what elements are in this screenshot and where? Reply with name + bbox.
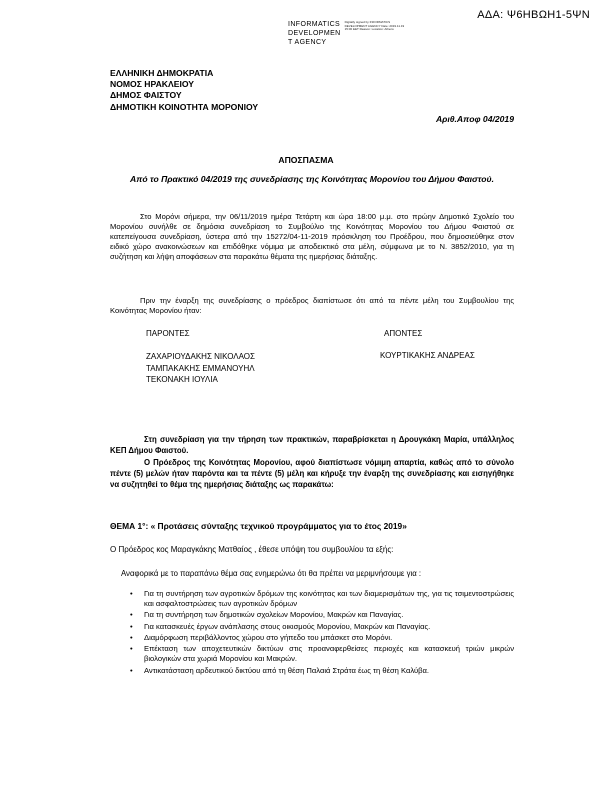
letterhead-line: ΝΟΜΟΣ ΗΡΑΚΛΕΙΟΥ — [110, 79, 195, 90]
document-title: ΑΠΟΣΠΑΣΜΑ — [278, 155, 334, 165]
list-item — [130, 633, 514, 643]
bullet-icon: • — [130, 644, 133, 654]
list-item — [130, 610, 514, 620]
ada-code: ΑΔΑ: Ψ6ΗΒΩΗ1-5ΨΝ — [477, 9, 590, 21]
list-item — [130, 666, 514, 676]
digital-signature-stamp — [288, 20, 409, 47]
letterhead-line: ΔΗΜΟΤΙΚΗ ΚΟΙΝΟΤΗΤΑ ΜΟΡΟΝΙΟΥ — [110, 101, 259, 112]
signer-name-line: INFORMATICS — [288, 21, 341, 28]
agenda-topic: ΘΕΜΑ 1°: « Προτάσεις σύνταξης τεχνικού προγράμματος για το έτος 2019» — [110, 521, 407, 531]
document-subtitle: Από το Πρακτικό 04/2019 της συνεδρίασης της Κοινότητας Μορονίου του Δήμου Φαιστού. — [130, 174, 494, 184]
absent-member: ΚΟΥΡΤΙΚΑΚΗΣ ΑΝΔΡΕΑΣ — [380, 351, 475, 360]
signer-name — [288, 20, 341, 47]
signature-details: Digitally signed by INFORMATICS DEVELOPMENT AGENCY Date: 2019.11.19 15:00 EET Reason: Location: Athens — [344, 20, 405, 32]
letterhead-line: ΔΗΜΟΣ ΦΑΙΣΤΟΥ — [110, 90, 182, 101]
list-item-text: Διαμόρφωση περιβάλλοντος χώρου στο γήπεδο του μπάσκετ στο Μορόνι. — [144, 632, 393, 642]
bullet-icon: • — [130, 632, 133, 642]
absent-members-list — [380, 351, 475, 360]
bullet-icon: • — [130, 589, 133, 598]
present-members-list — [146, 351, 255, 386]
opening-paragraph: Ο Πρόεδρος της Κοινότητας Μορονίου, αφού διαπίστωσε νόμιμη απαρτία, καθώς από το σύνολο πέντε (5) μελών ήταν παρόντα και τα πέντε (5) μέλη και κήρυξε την έναρξη της συνεδρίασης και εισηγήθηκε να συζητηθεί το θέμα της ημερήσιας διάταξης ως παρακάτω: — [110, 458, 514, 490]
bullet-icon: • — [130, 610, 133, 620]
chair-statement: Ο Πρόεδρος κος Μαραγκάκης Ματθαίος , έθεσε υπόψη του συμβουλίου τα εξής: — [110, 545, 394, 554]
proposal-list — [130, 589, 514, 677]
signer-name-line: T AGENCY — [288, 39, 327, 46]
bullet-icon: • — [130, 621, 133, 631]
quorum-paragraph: Πριν την έναρξη της συνεδρίασης ο πρόεδρος διαπίστωσε ότι από τα πέντε μέλη του Συμβουλίου της Κοινότητας Μορονίου ήταν: — [110, 296, 514, 315]
list-item-text: Επέκταση των αποχετευτικών δικτύων στις προαναφερθείσες περιοχές και κατασκευή τριών μικρών βιολογικών στα χωριά Μορονίου και Μακρών. — [144, 644, 514, 664]
decision-number: Αριθ.Αποφ 04/2019 — [435, 114, 514, 124]
signer-name-line: DEVELOPMEN — [288, 30, 341, 37]
intro-text: Αναφορικά με το παραπάνω θέμα σας ενημερώνω ότι θα πρέπει να μεριμνήσουμε για : — [121, 569, 422, 578]
present-member: ΤΑΜΠΑΚΑΚΗΣ ΕΜΜΑΝΟΥΗΛ — [146, 363, 255, 373]
list-item — [130, 622, 514, 632]
list-item — [130, 644, 514, 664]
list-item-text: Αντικατάσταση αρδευτικού δικτύου από τη θέση Παλαιά Στράτα έως τη θέση Καλύβα. — [144, 665, 430, 675]
list-item-text: Για κατασκευές έργων ανάπλασης στους οικισμούς Μορονίου, Μακρών και Παναγίας. — [144, 621, 431, 631]
letterhead — [110, 68, 258, 113]
present-member: ΤΕΚΟΝΑΚΗ ΙΟΥΛΙΑ — [146, 375, 218, 385]
meeting-paragraph: Στο Μορόνι σήμερα, την 06/11/2019 ημέρα Τετάρτη και ώρα 18:00 μ.μ. στο πρώην Δημοτικό Σχολείο του Μορονίου συνήλθε σε δημόσια συνεδρίαση το Συμβούλιο της Κοινότητας Μορονίου του Δήμου Φαιστού σε κατεπείγουσα συνεδρίαση, ύστερα από την 15272/04-11-2019 πρόσκληση του Προέδρου, που δημοσιεύθηκε στον ειδικό χώρο ανακοινώσεων και επιδόθηκε νόμιμα με αποδεικτικό στα μέλη, σύμφωνα με το Ν. 3852/2010, για τη συζήτηση και λήψη αποφάσεων στα παρακάτω θέματα της ημερήσιας διάταξης. — [110, 212, 514, 261]
list-item-text: Για τη συντήρηση των αγροτικών δρόμων της κοινότητας και των διαμερισμάτων της, για τις τσιμεντοστρώσεις και ασφαλτοστρώσεις των αγροτικών δρόμων — [144, 589, 514, 608]
present-heading: ΠΑΡΟΝΤΕΣ — [146, 329, 190, 338]
minutes-keeper-paragraph: Στη συνεδρίαση για την τήρηση των πρακτικών, παραβρίσκεται η Δρουγκάκη Μαρία, υπάλληλος ΚΕΠ Δήμου Φαιστού. — [110, 435, 514, 456]
bullet-icon: • — [130, 665, 133, 675]
list-item-text: Για τη συντήρηση των δημοτικών σχολείων Μορονίου, Μακρών και Παναγίας. — [144, 610, 404, 620]
present-member: ΖΑΧΑΡΙΟΥΔΑΚΗΣ ΝΙΚΟΛΑΟΣ — [146, 352, 255, 361]
letterhead-line: ΕΛΛΗΝΙΚΗ ΔΗΜΟΚΡΑΤΙΑ — [110, 68, 214, 78]
absent-heading: ΑΠΟΝΤΕΣ — [384, 329, 423, 338]
list-item — [130, 589, 514, 609]
